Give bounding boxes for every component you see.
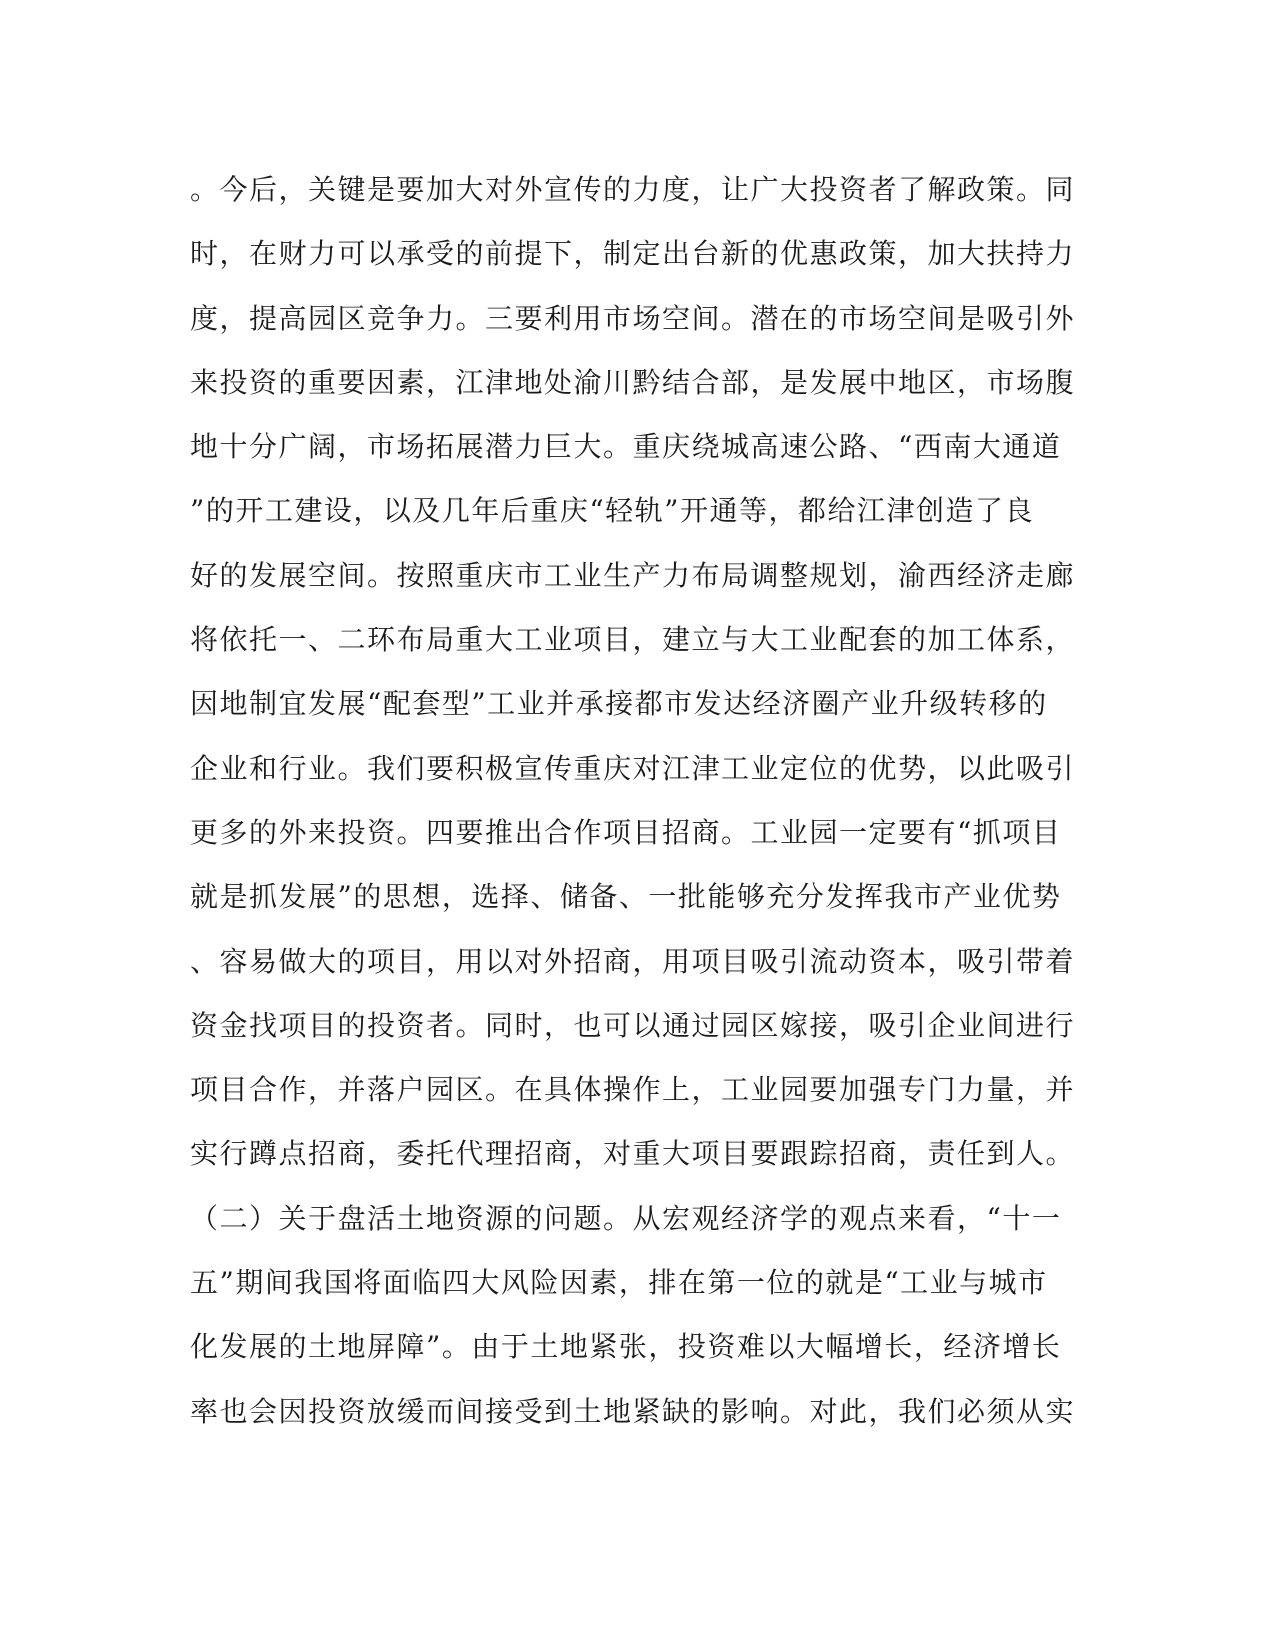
text-line-17: （二）关于盘活土地资源的问题。从宏观经济学的观点来看，“十一 xyxy=(190,1201,1062,1235)
text-line-11: 更多的外来投资。四要推出合作项目招商。工业园一定要有“抓项目 xyxy=(190,815,1062,849)
text-line-19: 化发展的土地屏障”。由于土地紧张，投资难以大幅增长，经济增长 xyxy=(190,1330,1062,1364)
text-line-18: 五”期间我国将面临四大风险因素，排在第一位的就是“工业与城市 xyxy=(190,1266,1048,1300)
text-line-16: 实行蹲点招商，委托代理招商，对重大项目要跟踪招商，责任到人。 xyxy=(190,1137,1076,1171)
text-line-7: 好的发展空间。按照重庆市工业生产力布局调整规划，渝西经济走廊 xyxy=(190,558,1076,592)
text-line-5: 地十分广阔，市场拓展潜力巨大。重庆绕城高速公路、“西南大通道 xyxy=(190,430,1062,464)
text-line-8: 将依托一、二环布局重大工业项目，建立与大工业配套的加工体系， xyxy=(190,623,1076,657)
text-line-15: 项目合作，并落户园区。在具体操作上，工业园要加强专门力量，并 xyxy=(190,1073,1076,1107)
body-text xyxy=(190,158,1076,1444)
text-line-3: 度，提高园区竞争力。三要利用市场空间。潜在的市场空间是吸引外 xyxy=(190,301,1076,335)
text-line-6: ”的开工建设，以及几年后重庆“轻轨”开通等，都给江津创造了良 xyxy=(190,494,1034,528)
text-line-4: 来投资的重要因素，江津地处渝川黔结合部，是发展中地区，市场腹 xyxy=(190,365,1076,399)
text-line-1: 。今后，关键是要加大对外宣传的力度，让广大投资者了解政策。同 xyxy=(190,173,1076,206)
text-line-12: 就是抓发展”的思想，选择、储备、一批能够充分发挥我市产业优势 xyxy=(190,880,1062,914)
text-line-10: 企业和行业。我们要积极宣传重庆对江津工业定位的优势，以此吸引 xyxy=(190,751,1076,785)
text-line-2: 时，在财力可以承受的前提下，制定出台新的优惠政策，加大扶持力 xyxy=(190,237,1076,271)
text-line-13: 、容易做大的项目，用以对外招商，用项目吸引流动资本，吸引带着 xyxy=(190,944,1076,978)
text-line-20: 率也会因投资放缓而间接受到土地紧缺的影响。对此，我们必须从实 xyxy=(190,1394,1076,1428)
text-line-9: 因地制宜发展“配套型”工业并承接都市发达经济圈产业升级转移的 xyxy=(190,687,1048,721)
text-line-14: 资金找项目的投资者。同时，也可以通过园区嫁接，吸引企业间进行 xyxy=(190,1008,1076,1042)
